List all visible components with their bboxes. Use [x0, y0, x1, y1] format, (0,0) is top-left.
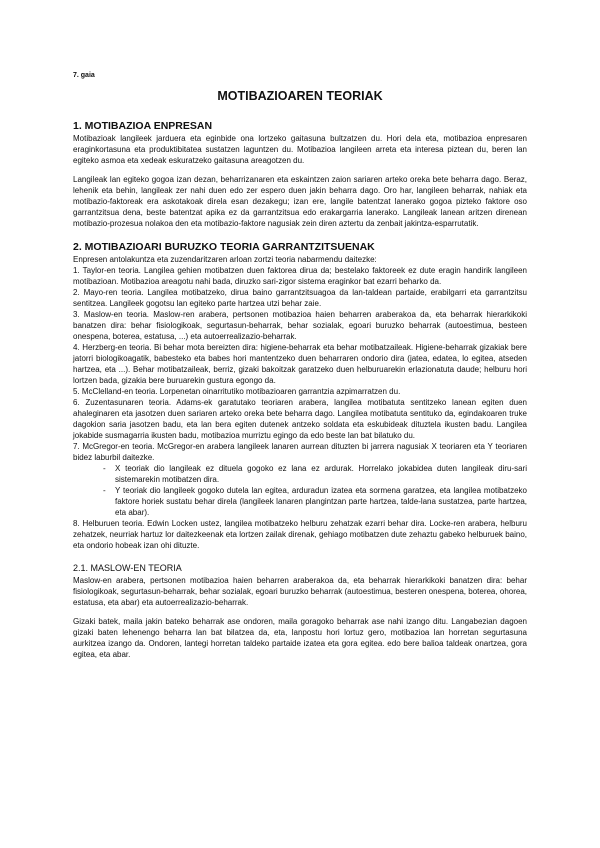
section-2-1-paragraph-2: Gizaki batek, maila jakin bateko beharrak ase ondoren, maila goragoko beharrak ase nahi izango ditu. Langabezian dagoen gizaki baten lehenengo beharra lan bat bilatzea da, eta, lanpostu hori lortuz gero, motibazioa lan horretan segurtasuna aurkitzea izango da. Ondoren, lantegi horretan taldeko partaide izatea eta gora egitea. edo bere balioa taldeak onartzea, gora egitea, eta abar.	[73, 617, 527, 659]
theory-item: 3. Maslow-en teoria. Maslow-ren arabera, pertsonen motibazioa haien beharren araberakoa da, eta beharrak hierarkikoki banatzen dira: behar fisiologikoak, segurtasun-beharrak, behar sozialak, egoari buruzko beharrak (autoestimua, besteen onespena, boterea, estatusa, ...) eta autoerrealizazio-beharrak.	[73, 310, 527, 341]
section-2-heading: 2. MOTIBAZIOARI BURUZKO TEORIA GARRANTZITSUENAK	[73, 241, 375, 253]
theory-item: 1. Taylor-en teoria. Langilea gehien motibatzen duen faktorea dirua da; bestelako faktoreek ez dute eragin handirik langileen motibazioan. Motibazioa areagotu nahi bada, diruzko sari-zigor sistema eraginkor bat ezarri beharko da.	[73, 266, 527, 286]
section-teoriak	[73, 241, 527, 551]
sublist-item-x-theory: - X teoriak dio langileak ez dituela gogoko ez lana ez ardurak. Horrelako jokabidea duten langileak diru-sari sistemarekin motibatzen dira.	[103, 463, 527, 485]
theory-item: 6. Zuzentasunaren teoria. Adams-ek garatutako teoriaren arabera, langilea motibatuta sentitzeko lanean egiten duen ahaleginaren eta jasotzen duen sariaren arteko oreka bete beharra dago. Langilea motibatuta sentituko da, egindakoaren truke dagokion saria jasotzen badu, eta lan bera egiten dutenek antzeko soldata eta eskubideak dituztela ikusten badu. Langilea jokabide susmagarria ikusten badu, motibazioa murriztu egingo da edo beste lan bat bilatuko du.	[73, 398, 527, 440]
section-2-intro: Enpresen antolakuntza eta zuzendaritzaren arloan zortzi teoria nabarmendu daitezke:	[73, 255, 377, 264]
section-1-paragraph-2: Langileak lan egiteko gogoa izan dezan, beharrizanaren eta eskaintzen zaion sariaren arteko oreka bete beharra dago. Beraz, lehenik eta behin, langileak zer nahi duen edo zer espero duen jakin beharra dago. Oro har, langileen beharrak, nahiak eta motibazio-faktoreak era askotakoak direla esan dezakegu; izan ere, langile batentzat lanerako gogoa pizteko faktore oso garrantzitsua dena, beste batentzat apika ez da garrantzitsua edo erakargarria lanerako. Langileak lanean aritzen direnean motibazio-prozesua nolakoa den eta motibazio-faktore nagusiak zein diren aztertu da zenbait jakintza-esparrutatik.	[73, 175, 527, 228]
page-title: MOTIBAZIOAREN TEORIAK	[217, 89, 383, 103]
section-2-1-paragraph-1: Maslow-en arabera, pertsonen motibazioa haien beharren araberakoa da, eta beharrak hierarkikoki banatzen dira: behar fisiologikoak, segurtasun-beharrak, behar sozialak, egoari buruzko beharrak (autoestimua, besteren onespena, boterea, ohorea, estatusa, eta abar) eta autoerrealizazio-beharrak.	[73, 576, 527, 607]
section-2-1-heading: 2.1. MASLOW-EN TEORIA	[73, 563, 182, 573]
section-1-heading: 1. MOTIBAZIOA ENPRESAN	[73, 120, 213, 132]
section-maslow	[73, 563, 527, 660]
theory-item: 7. McGregor-en teoria. McGregor-en arabera langileek lanaren aurrean dituzten bi jarrera nagusiak X teoriaren eta Y teoriaren bidez laburbil daitezke.	[73, 442, 527, 462]
theory-item: 2. Mayo-ren teoria. Langilea motibatzeko, dirua baino garrantzitsuagoa da lan-taldean partaide, erabilgarri eta garrantzitsu sentitzea. Langileek gogotsu lan egiteko parte hartzea utzi behar zaie.	[73, 288, 527, 308]
mcgregor-sublist	[73, 463, 527, 518]
section-motibazioa-enpresan	[73, 120, 527, 229]
sublist-item-y-theory: - Y teoriak dio langileek gogoko dutela lan egitea, arduradun izatea eta sormena garatzea, eta langilea motibatzeko faktore horiek sustatu behar direla (langileek lanaren plangintzan parte hartzea, talde-lana sustatzea, parte hartzea, eta abar).	[103, 485, 527, 518]
theory-item: 8. Helburuen teoria. Edwin Locken ustez, langilea motibatzeko helburu zehatzak ezarri behar dira. Locke-ren arabera, helburu zehatzek, neurriak hartuz lor daitezkeenak eta lortzen zailak direnak, gehiago motibatzen dute zehaztu gabeko helburuek baino, eta ondorio hobeak izan ohi dituzte.	[73, 519, 527, 550]
chapter-label: 7. gaia	[73, 72, 95, 79]
section-1-paragraph-1: Motibazioak langileek jarduera eta eginbide ona lortzeko gaitasuna bultzatzen du. Hori dela eta, motibazioa enpresaren eraginkortasuna eta produktibitatea sustatzen laguntzen du. Motibazioa langileen arreta eta interesa piztean du, beren lan egiteko asmoa eta xedeak eskuratzeko gaitasuna areagotzen du.	[73, 134, 527, 165]
theory-item: 5. McClelland-en teoria. Lorpenetan oinarritutiko motibazioaren garrantzia azpimarratzen du.	[73, 387, 401, 396]
theory-item: 4. Herzberg-en teoria. Bi behar mota bereizten dira: higiene-beharrak eta behar motibatzaileak. Higiene-beharrak gizakiak bere jatorri biologikoagatik, babesteko eta babes hori mantentzeko duen beharraren ondorio dira (jatea, edatea, lo egitea, atseden hartzea, eta ...). Behar motibatzaileak, berriz, gizaki bakoitzak garatzeko duen helburuarekin erlazionatuta daude; helburu hori lortzen bada, gizakia bere buruarekin gustura egongo da.	[73, 343, 527, 385]
